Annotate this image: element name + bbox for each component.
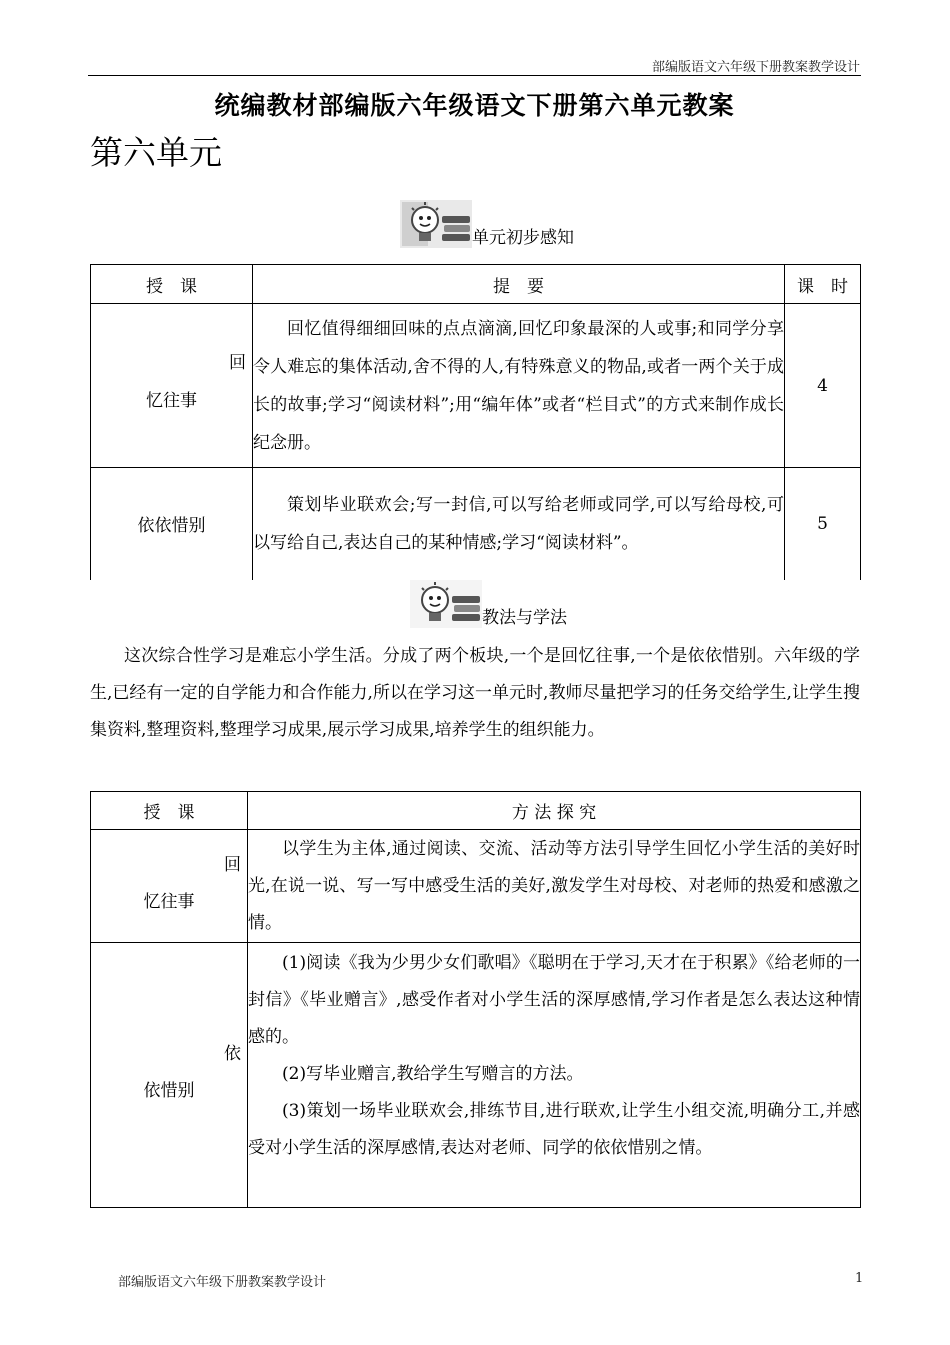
lesson-name-rest: 忆往事 (143, 892, 195, 912)
lesson-summary: 回忆值得细细回味的点点滴滴,回忆印象最深的人或事;和同学分享令人难忘的集体活动,舍不得的人,有特殊意义的物品,或者一两个关于成长的故事;学习“阅读材料”;用“编年体”或者“栏目式”的方式来制作成长纪念册。 (253, 304, 785, 468)
lesson-name-cell (91, 304, 253, 468)
table-row (91, 304, 861, 468)
column-header: 方 法 探 究 (248, 792, 861, 830)
page-footer: 部编版语文六年级下册教案教学设计 (118, 1275, 327, 1290)
column-header: 课 时 (785, 265, 861, 304)
lesson-name-rest: 依惜别 (143, 1081, 195, 1101)
lightbulb-books-icon (410, 580, 482, 628)
lesson-name-first: 回 (229, 353, 246, 373)
method-step: (2)写毕业赠言,教给学生写赠言的方法。 (282, 1064, 584, 1084)
lesson-name-cell (91, 830, 248, 943)
methods-table (90, 791, 861, 1208)
table-row (91, 830, 861, 943)
unit-title: 第六单元 (90, 133, 222, 172)
column-header: 授 课 (91, 265, 253, 304)
lesson-name-first: 依 (224, 1044, 241, 1064)
method-description: 以学生为主体,通过阅读、交流、活动等方法引导学生回忆小学生活的美好时光,在说一说、写一写中感受生活的美好,激发学生对母校、对老师的热爱和感激之情。 (248, 830, 861, 943)
page-header: 部编版语文六年级下册教案教学设计 (651, 60, 860, 75)
lesson-name-cell (91, 943, 248, 1208)
methods-intro (90, 638, 860, 749)
overview-table (90, 264, 861, 580)
lesson-summary: 策划毕业联欢会;写一封信,可以写给老师或同学,可以写给母校,可以写给自己,表达自己的某种情感;学习“阅读材料”。 (253, 468, 785, 580)
method-step: (1)阅读《我为少男少女们歌唱》《聪明在于学习,天才在于积累》《给老师的一封信》《毕业赠言》,感受作者对小学生活的深厚感情,学习作者是怎么表达这种情感的。 (248, 953, 860, 1047)
column-header: 授 课 (91, 792, 248, 830)
section-heading-overview (400, 200, 574, 248)
column-header: 提 要 (253, 265, 785, 304)
document-title: 统编教材部编版六年级语文下册第六单元教案 (214, 91, 735, 120)
lesson-hours: 5 (785, 468, 861, 580)
section-heading-methods (410, 580, 567, 628)
intro-paragraph: 这次综合性学习是难忘小学生活。分成了两个板块,一个是回忆往事,一个是依依惜别。六年级的学生,已经有一定的自学能力和合作能力,所以在学习这一单元时,教师尽量把学习的任务交给学生,让学生搜集资料,整理资料,整理学习成果,展示学习成果,培养学生的组织能力。 (90, 646, 860, 740)
section-heading-label: 单元初步感知 (472, 228, 574, 248)
table-row (91, 943, 861, 1208)
lightbulb-books-icon (400, 200, 472, 248)
method-step: (3)策划一场毕业联欢会,排练节目,进行联欢,让学生小组交流,明确分工,并感受对小学生活的深厚感情,表达对老师、同学的依依惜别之情。 (248, 1101, 860, 1158)
section-heading-label: 教法与学法 (482, 608, 567, 628)
header-rule (88, 75, 861, 76)
table-row (91, 468, 861, 580)
method-description (248, 943, 861, 1208)
lesson-name-cell: 依依惜别 (91, 468, 253, 580)
lesson-hours: 4 (785, 304, 861, 468)
lesson-name-first: 回 (224, 855, 241, 875)
page-number: 1 (855, 1271, 864, 1286)
lesson-name-rest: 忆往事 (146, 391, 197, 411)
